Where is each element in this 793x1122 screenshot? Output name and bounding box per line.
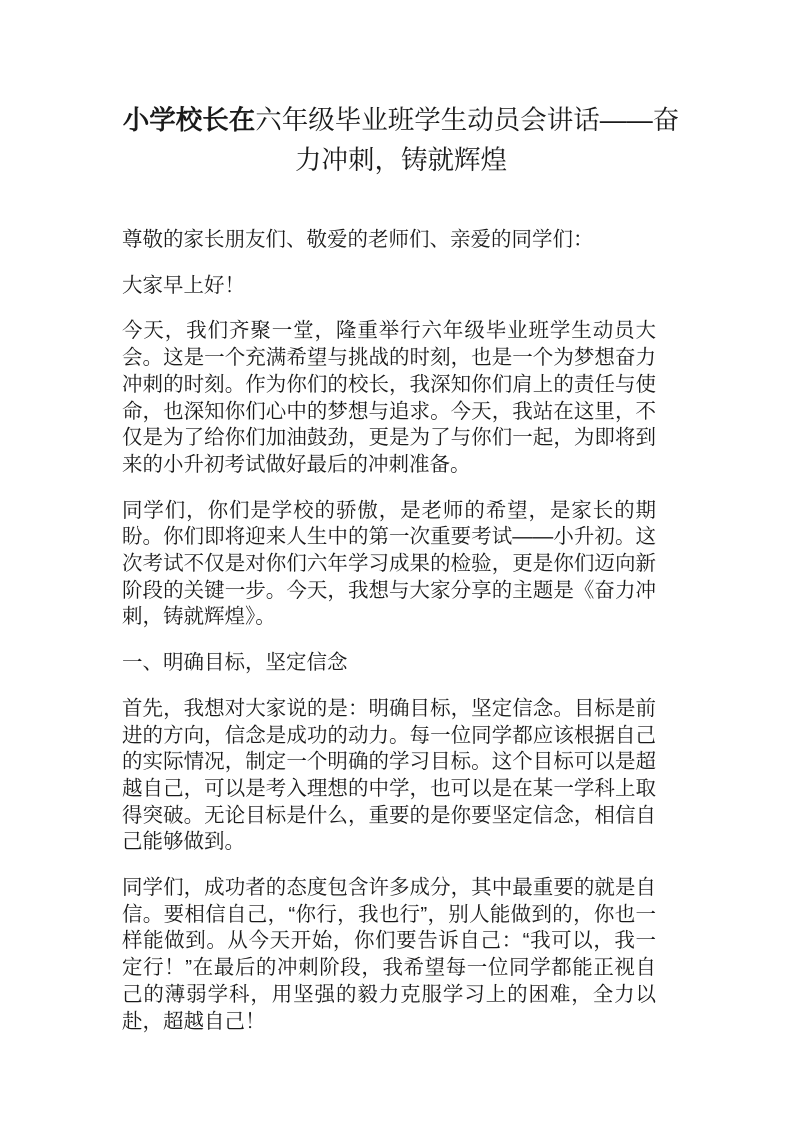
page-title [122,100,680,180]
section-heading-1: 一、明确目标，坚定信念 [122,651,348,675]
paragraph-opening: 今天，我们齐聚一堂，隆重举行六年级毕业班学生动员大会。这是一个充满希望与挑战的时刻，也是一个为梦想奋力冲刺的时刻。作为你们的校长，我深知你们肩上的责任与使命，也深知你们心中的梦想与追求。今天，我站在这里，不仅是为了给你们加油鼓劲，更是为了与你们一起，为即将到来的小升初考试做好最后的冲刺准备。 [122,319,656,476]
paragraph-salutation: 尊敬的家长朋友们、敬爱的老师们、亲爱的同学们： [122,228,594,251]
paragraph-greeting: 大家早上好！ [122,273,245,297]
paragraph-theme: 同学们，你们是学校的骄傲，是老师的希望，是家长的期盼。你们即将迎来人生中的第一次重要考试——小升初。这次考试不仅是对你们六年学习成果的检验，更是你们迈向新阶段的关键一步。今天，我想与大家分享的主题是《奋力冲刺，铸就辉煌》。 [122,498,656,629]
title-bold-prefix: 小学校长在 [122,105,256,135]
paragraph-confidence: 同学们，成功者的态度包含许多成分，其中最重要的就是自信。要相信自己，“你行，我也行”，别人能做到的，你也一样能做到。从今天开始，你们要告诉自己：“我可以，我一定行！”在最后的冲刺阶段，我希望每一位同学都能正视自己的薄弱学科，用坚强的毅力克服学习上的困难，全力以赴，超越自己！ [122,876,656,1033]
title-rest: 六年级毕业班学生动员会讲话——奋力冲刺，铸就辉煌 [255,105,680,175]
paragraph-goals: 首先，我想对大家说的是：明确目标，坚定信念。目标是前进的方向，信念是成功的动力。每一位同学都应该根据自己的实际情况，制定一个明确的学习目标。这个目标可以是超越自己，可以是考入理想的中学，也可以是在某一学科上取得突破。无论目标是什么，重要的是你要坚定信念，相信自己能够做到。 [122,696,656,854]
